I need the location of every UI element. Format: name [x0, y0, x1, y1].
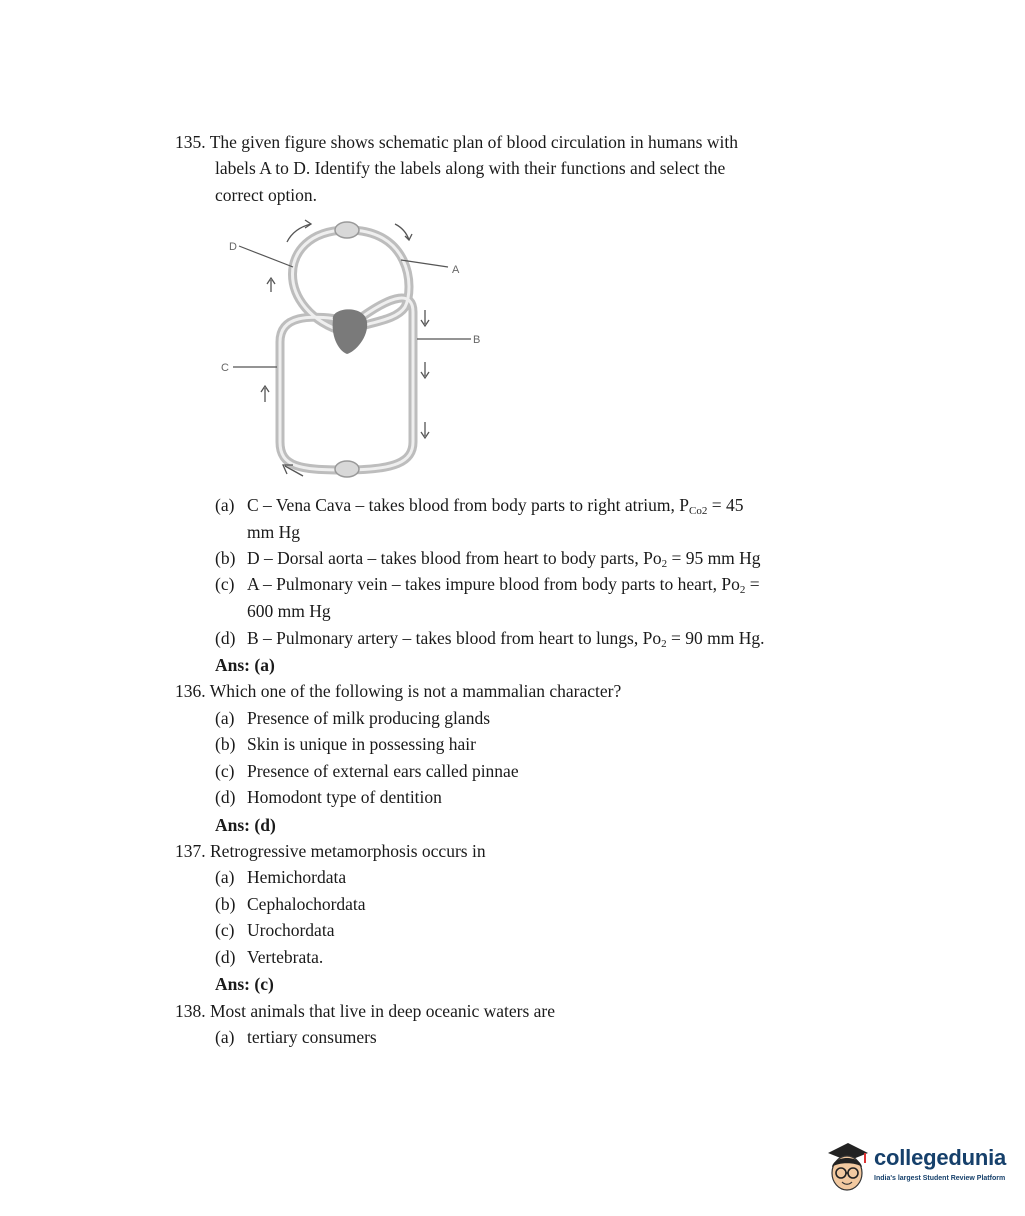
logo-tagline: India's largest Student Review Platform: [874, 1175, 1006, 1182]
label-d: D: [229, 241, 237, 253]
q137-option-d: (d) Vertebrata.: [215, 947, 324, 967]
q135-answer: Ans: (a): [215, 655, 275, 675]
q136-option-d: (d) Homodont type of dentition: [215, 787, 442, 807]
logo-name: collegedunia: [874, 1145, 1007, 1170]
q135-option-d: (d) B – Pulmonary artery – takes blood from heart to lungs, $Po_2 = 90$ mm Hg.: [215, 628, 765, 650]
q135-option-a-cont: mm Hg: [247, 522, 300, 542]
q135-number: 135.: [175, 132, 206, 152]
q136-option-b: (b) Skin is unique in possessing hair: [215, 734, 476, 754]
q137-option-b: (b) Cephalochordata: [215, 894, 366, 914]
q137-option-a: (a) Hemichordata: [215, 867, 347, 887]
q137-option-c: (c) Urochordata: [215, 920, 335, 940]
q135-line2: labels A to D. Identify the labels along with their functions and select the: [215, 158, 726, 178]
collegedunia-logo[interactable]: [822, 1135, 1017, 1205]
q137-question: 137. Retrogressive metamorphosis occurs in: [175, 841, 486, 861]
label-c: C: [221, 362, 229, 374]
lung-capillary: [335, 222, 359, 238]
label-b: B: [473, 334, 481, 346]
q135-option-c-cont: 600 mm Hg: [247, 601, 331, 621]
q136-answer: Ans: (d): [215, 815, 276, 835]
q135-option-c: (c) A – Pulmonary vein – takes impure blood from body parts to heart, $Po_2$ =: [215, 574, 760, 596]
q138-question: 138. Most animals that live in deep oceanic waters are: [175, 1001, 556, 1021]
label-line-d: [239, 246, 293, 267]
body-capillary: [335, 461, 359, 477]
q135-text: The given figure shows schematic plan of blood circulation in humans with: [209, 132, 738, 152]
q136-option-a: (a) Presence of milk producing glands: [215, 708, 491, 728]
q138-option-a: (a) tertiary consumers: [215, 1027, 377, 1047]
q136-option-c: (c) Presence of external ears called pinnae: [215, 761, 519, 781]
heart-shape: [333, 309, 368, 354]
q135-option-a: (a) C – Vena Cava – takes blood from body parts to right atrium, $P_{Co2} = 45$: [215, 495, 744, 517]
label-a: A: [452, 264, 460, 276]
q136-question: 136. Which one of the following is not a mammalian character?: [175, 681, 622, 701]
blood-circulation-diagram: [205, 212, 505, 492]
q135-line3: correct option.: [215, 185, 318, 205]
q135-option-b: (b) D – Dorsal aorta – takes blood from heart to body parts, $Po_2 = 95$ mm Hg: [215, 548, 761, 570]
mascot-icon: [822, 1135, 872, 1201]
q135-line1: [175, 131, 738, 153]
q137-answer: Ans: (c): [215, 974, 274, 994]
